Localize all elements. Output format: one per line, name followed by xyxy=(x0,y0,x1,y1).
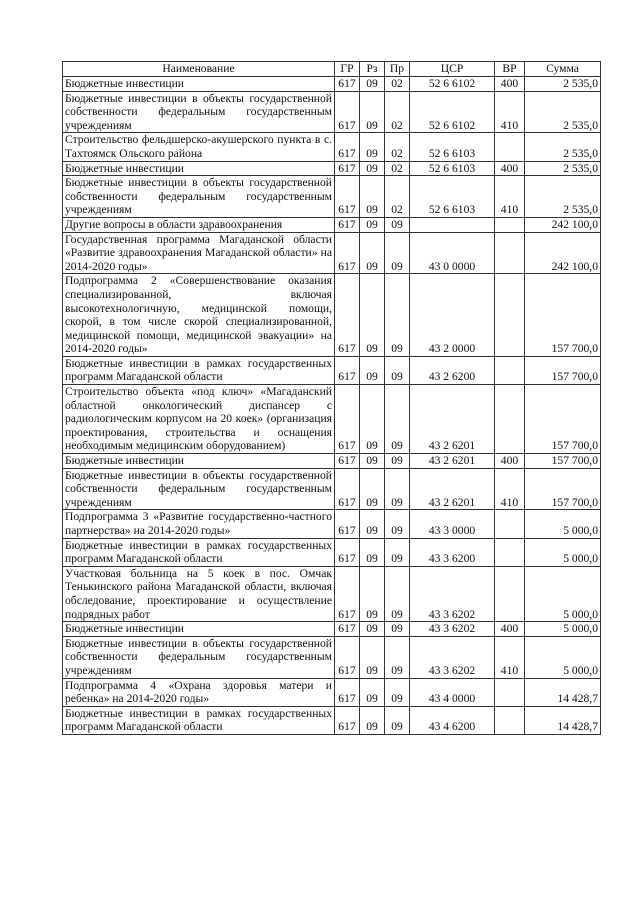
cell-pr: 09 xyxy=(385,566,410,621)
cell-csr: 43 3 6202 xyxy=(410,566,495,621)
cell-rz: 09 xyxy=(360,217,385,232)
cell-name: Бюджетные инвестиции в объекты государственной собственности федеральным государственным учреждениям xyxy=(63,176,335,218)
cell-name: Строительство фельдшерско-акушерского пункта в с. Тахтоямск Ольского района xyxy=(63,133,335,161)
header-sum: Сумма xyxy=(525,62,601,77)
cell-gr: 617 xyxy=(335,678,360,706)
cell-vr xyxy=(495,133,525,161)
header-csr: ЦСР xyxy=(410,62,495,77)
cell-rz: 09 xyxy=(360,510,385,538)
cell-rz: 09 xyxy=(360,454,385,469)
table-row xyxy=(63,217,601,232)
cell-csr: 43 2 6200 xyxy=(410,356,495,384)
cell-pr: 02 xyxy=(385,176,410,218)
cell-rz: 09 xyxy=(360,678,385,706)
cell-rz: 09 xyxy=(360,385,385,454)
cell-pr: 09 xyxy=(385,454,410,469)
cell-sum: 157 700,0 xyxy=(525,468,601,510)
cell-pr: 09 xyxy=(385,678,410,706)
cell-vr xyxy=(495,274,525,357)
cell-gr: 617 xyxy=(335,510,360,538)
cell-csr: 52 6 6103 xyxy=(410,176,495,218)
cell-sum: 5 000,0 xyxy=(525,538,601,566)
cell-csr: 52 6 6103 xyxy=(410,161,495,176)
table-row xyxy=(63,678,601,706)
cell-gr: 617 xyxy=(335,706,360,734)
cell-name: Бюджетные инвестиции в рамках государственных программ Магаданской области xyxy=(63,538,335,566)
header-gr: ГР xyxy=(335,62,360,77)
cell-vr: 410 xyxy=(495,468,525,510)
cell-rz: 09 xyxy=(360,622,385,637)
cell-sum: 2 535,0 xyxy=(525,176,601,218)
cell-vr: 400 xyxy=(495,454,525,469)
cell-csr: 52 6 6103 xyxy=(410,133,495,161)
cell-vr xyxy=(495,706,525,734)
cell-csr: 43 3 0000 xyxy=(410,510,495,538)
table-row xyxy=(63,232,601,274)
cell-rz: 09 xyxy=(360,356,385,384)
cell-name: Бюджетные инвестиции xyxy=(63,454,335,469)
cell-name: Подпрограмма 3 «Развитие государственно-частного партнерства» на 2014-2020 годы» xyxy=(63,510,335,538)
table-row xyxy=(63,636,601,678)
budget-table xyxy=(62,61,601,735)
cell-vr xyxy=(495,217,525,232)
table-header-row xyxy=(63,62,601,77)
cell-sum: 2 535,0 xyxy=(525,161,601,176)
cell-pr: 02 xyxy=(385,91,410,133)
cell-sum: 5 000,0 xyxy=(525,510,601,538)
cell-vr: 410 xyxy=(495,636,525,678)
table-row xyxy=(63,468,601,510)
cell-name: Бюджетные инвестиции в объекты государственной собственности федеральным государственным учреждениям xyxy=(63,91,335,133)
cell-pr: 09 xyxy=(385,274,410,357)
cell-gr: 617 xyxy=(335,636,360,678)
cell-vr: 410 xyxy=(495,91,525,133)
cell-csr: 52 6 6102 xyxy=(410,77,495,92)
cell-name: Подпрограмма 2 «Совершенствование оказания специализированной, включая высокотехнологичную, медицинской помощи, скорой, в том числе скорой специализированной, медицинской помощи, медицинской эвакуации» на 2014-2020 годы» xyxy=(63,274,335,357)
cell-rz: 09 xyxy=(360,133,385,161)
cell-rz: 09 xyxy=(360,176,385,218)
cell-pr: 09 xyxy=(385,622,410,637)
cell-sum: 242 100,0 xyxy=(525,232,601,274)
cell-name: Бюджетные инвестиции xyxy=(63,161,335,176)
cell-vr: 400 xyxy=(495,161,525,176)
cell-sum: 14 428,7 xyxy=(525,678,601,706)
cell-gr: 617 xyxy=(335,91,360,133)
cell-name: Бюджетные инвестиции в объекты государственной собственности федеральным государственным учреждениям xyxy=(63,636,335,678)
table-body xyxy=(63,77,601,735)
cell-gr: 617 xyxy=(335,454,360,469)
header-vr: ВР xyxy=(495,62,525,77)
cell-pr: 02 xyxy=(385,77,410,92)
cell-pr: 09 xyxy=(385,636,410,678)
header-rz: Рз xyxy=(360,62,385,77)
cell-pr: 09 xyxy=(385,356,410,384)
cell-rz: 09 xyxy=(360,232,385,274)
cell-vr xyxy=(495,356,525,384)
header-name: Наименование xyxy=(63,62,335,77)
cell-gr: 617 xyxy=(335,538,360,566)
cell-name: Бюджетные инвестиции xyxy=(63,622,335,637)
cell-name: Государственная программа Магаданской области «Развитие здравоохранения Магаданской области» на 2014-2020 годы» xyxy=(63,232,335,274)
cell-rz: 09 xyxy=(360,468,385,510)
cell-sum: 157 700,0 xyxy=(525,274,601,357)
cell-csr: 43 2 0000 xyxy=(410,274,495,357)
cell-rz: 09 xyxy=(360,706,385,734)
header-pr: Пр xyxy=(385,62,410,77)
table-row xyxy=(63,274,601,357)
table-row xyxy=(63,566,601,621)
table-row xyxy=(63,622,601,637)
cell-vr xyxy=(495,385,525,454)
cell-sum: 157 700,0 xyxy=(525,385,601,454)
cell-rz: 09 xyxy=(360,161,385,176)
cell-csr: 43 3 6200 xyxy=(410,538,495,566)
cell-rz: 09 xyxy=(360,538,385,566)
table-row xyxy=(63,510,601,538)
cell-sum: 5 000,0 xyxy=(525,636,601,678)
cell-pr: 09 xyxy=(385,538,410,566)
cell-vr: 400 xyxy=(495,77,525,92)
cell-vr xyxy=(495,538,525,566)
cell-pr: 09 xyxy=(385,468,410,510)
cell-csr: 43 0 0000 xyxy=(410,232,495,274)
cell-sum: 2 535,0 xyxy=(525,91,601,133)
cell-pr: 09 xyxy=(385,706,410,734)
cell-vr xyxy=(495,566,525,621)
cell-vr: 410 xyxy=(495,176,525,218)
cell-csr: 43 2 6201 xyxy=(410,454,495,469)
cell-sum: 2 535,0 xyxy=(525,133,601,161)
table-row xyxy=(63,91,601,133)
cell-rz: 09 xyxy=(360,636,385,678)
cell-pr: 09 xyxy=(385,232,410,274)
cell-rz: 09 xyxy=(360,91,385,133)
cell-gr: 617 xyxy=(335,274,360,357)
cell-gr: 617 xyxy=(335,133,360,161)
cell-csr: 43 3 6202 xyxy=(410,636,495,678)
cell-csr: 43 2 6201 xyxy=(410,385,495,454)
cell-vr: 400 xyxy=(495,622,525,637)
cell-gr: 617 xyxy=(335,566,360,621)
cell-name: Подпрограмма 4 «Охрана здоровья матери и ребенка» на 2014-2020 годы» xyxy=(63,678,335,706)
cell-csr: 43 4 6200 xyxy=(410,706,495,734)
cell-name: Другие вопросы в области здравоохранения xyxy=(63,217,335,232)
cell-gr: 617 xyxy=(335,217,360,232)
cell-sum: 5 000,0 xyxy=(525,566,601,621)
cell-rz: 09 xyxy=(360,274,385,357)
cell-pr: 02 xyxy=(385,161,410,176)
cell-gr: 617 xyxy=(335,176,360,218)
cell-csr: 52 6 6102 xyxy=(410,91,495,133)
cell-name: Бюджетные инвестиции в объекты государственной собственности федеральным государственным учреждениям xyxy=(63,468,335,510)
cell-gr: 617 xyxy=(335,77,360,92)
cell-gr: 617 xyxy=(335,161,360,176)
cell-gr: 617 xyxy=(335,385,360,454)
cell-name: Строительство объекта «под ключ» «Магаданский областной онкологический диспансер с радиологическим корпусом на 20 коек» (организация проектирования, строительства и оснащения необходимым медицинским оборудованием) xyxy=(63,385,335,454)
cell-pr: 02 xyxy=(385,133,410,161)
table-row xyxy=(63,161,601,176)
cell-vr xyxy=(495,510,525,538)
cell-sum: 2 535,0 xyxy=(525,77,601,92)
cell-vr xyxy=(495,678,525,706)
cell-sum: 5 000,0 xyxy=(525,622,601,637)
cell-gr: 617 xyxy=(335,232,360,274)
table-row xyxy=(63,454,601,469)
table-row xyxy=(63,385,601,454)
table-row xyxy=(63,706,601,734)
table-row xyxy=(63,133,601,161)
table-row xyxy=(63,538,601,566)
cell-name: Бюджетные инвестиции в рамках государственных программ Магаданской области xyxy=(63,706,335,734)
cell-sum: 14 428,7 xyxy=(525,706,601,734)
cell-vr xyxy=(495,232,525,274)
cell-csr: 43 4 0000 xyxy=(410,678,495,706)
cell-pr: 09 xyxy=(385,510,410,538)
cell-sum: 242 100,0 xyxy=(525,217,601,232)
cell-gr: 617 xyxy=(335,468,360,510)
cell-rz: 09 xyxy=(360,77,385,92)
cell-csr: 43 3 6202 xyxy=(410,622,495,637)
cell-name: Бюджетные инвестиции в рамках государственных программ Магаданской области xyxy=(63,356,335,384)
cell-name: Бюджетные инвестиции xyxy=(63,77,335,92)
cell-gr: 617 xyxy=(335,622,360,637)
cell-csr: 43 2 6201 xyxy=(410,468,495,510)
table-row xyxy=(63,356,601,384)
table-row xyxy=(63,176,601,218)
cell-sum: 157 700,0 xyxy=(525,454,601,469)
cell-name: Участковая больница на 5 коек в пос. Омчак Тенькинского района Магаданской области, включая обследование, проектирование и осуществление подрядных работ xyxy=(63,566,335,621)
cell-csr xyxy=(410,217,495,232)
cell-sum: 157 700,0 xyxy=(525,356,601,384)
cell-gr: 617 xyxy=(335,356,360,384)
table-row xyxy=(63,77,601,92)
cell-pr: 09 xyxy=(385,217,410,232)
cell-pr: 09 xyxy=(385,385,410,454)
cell-rz: 09 xyxy=(360,566,385,621)
